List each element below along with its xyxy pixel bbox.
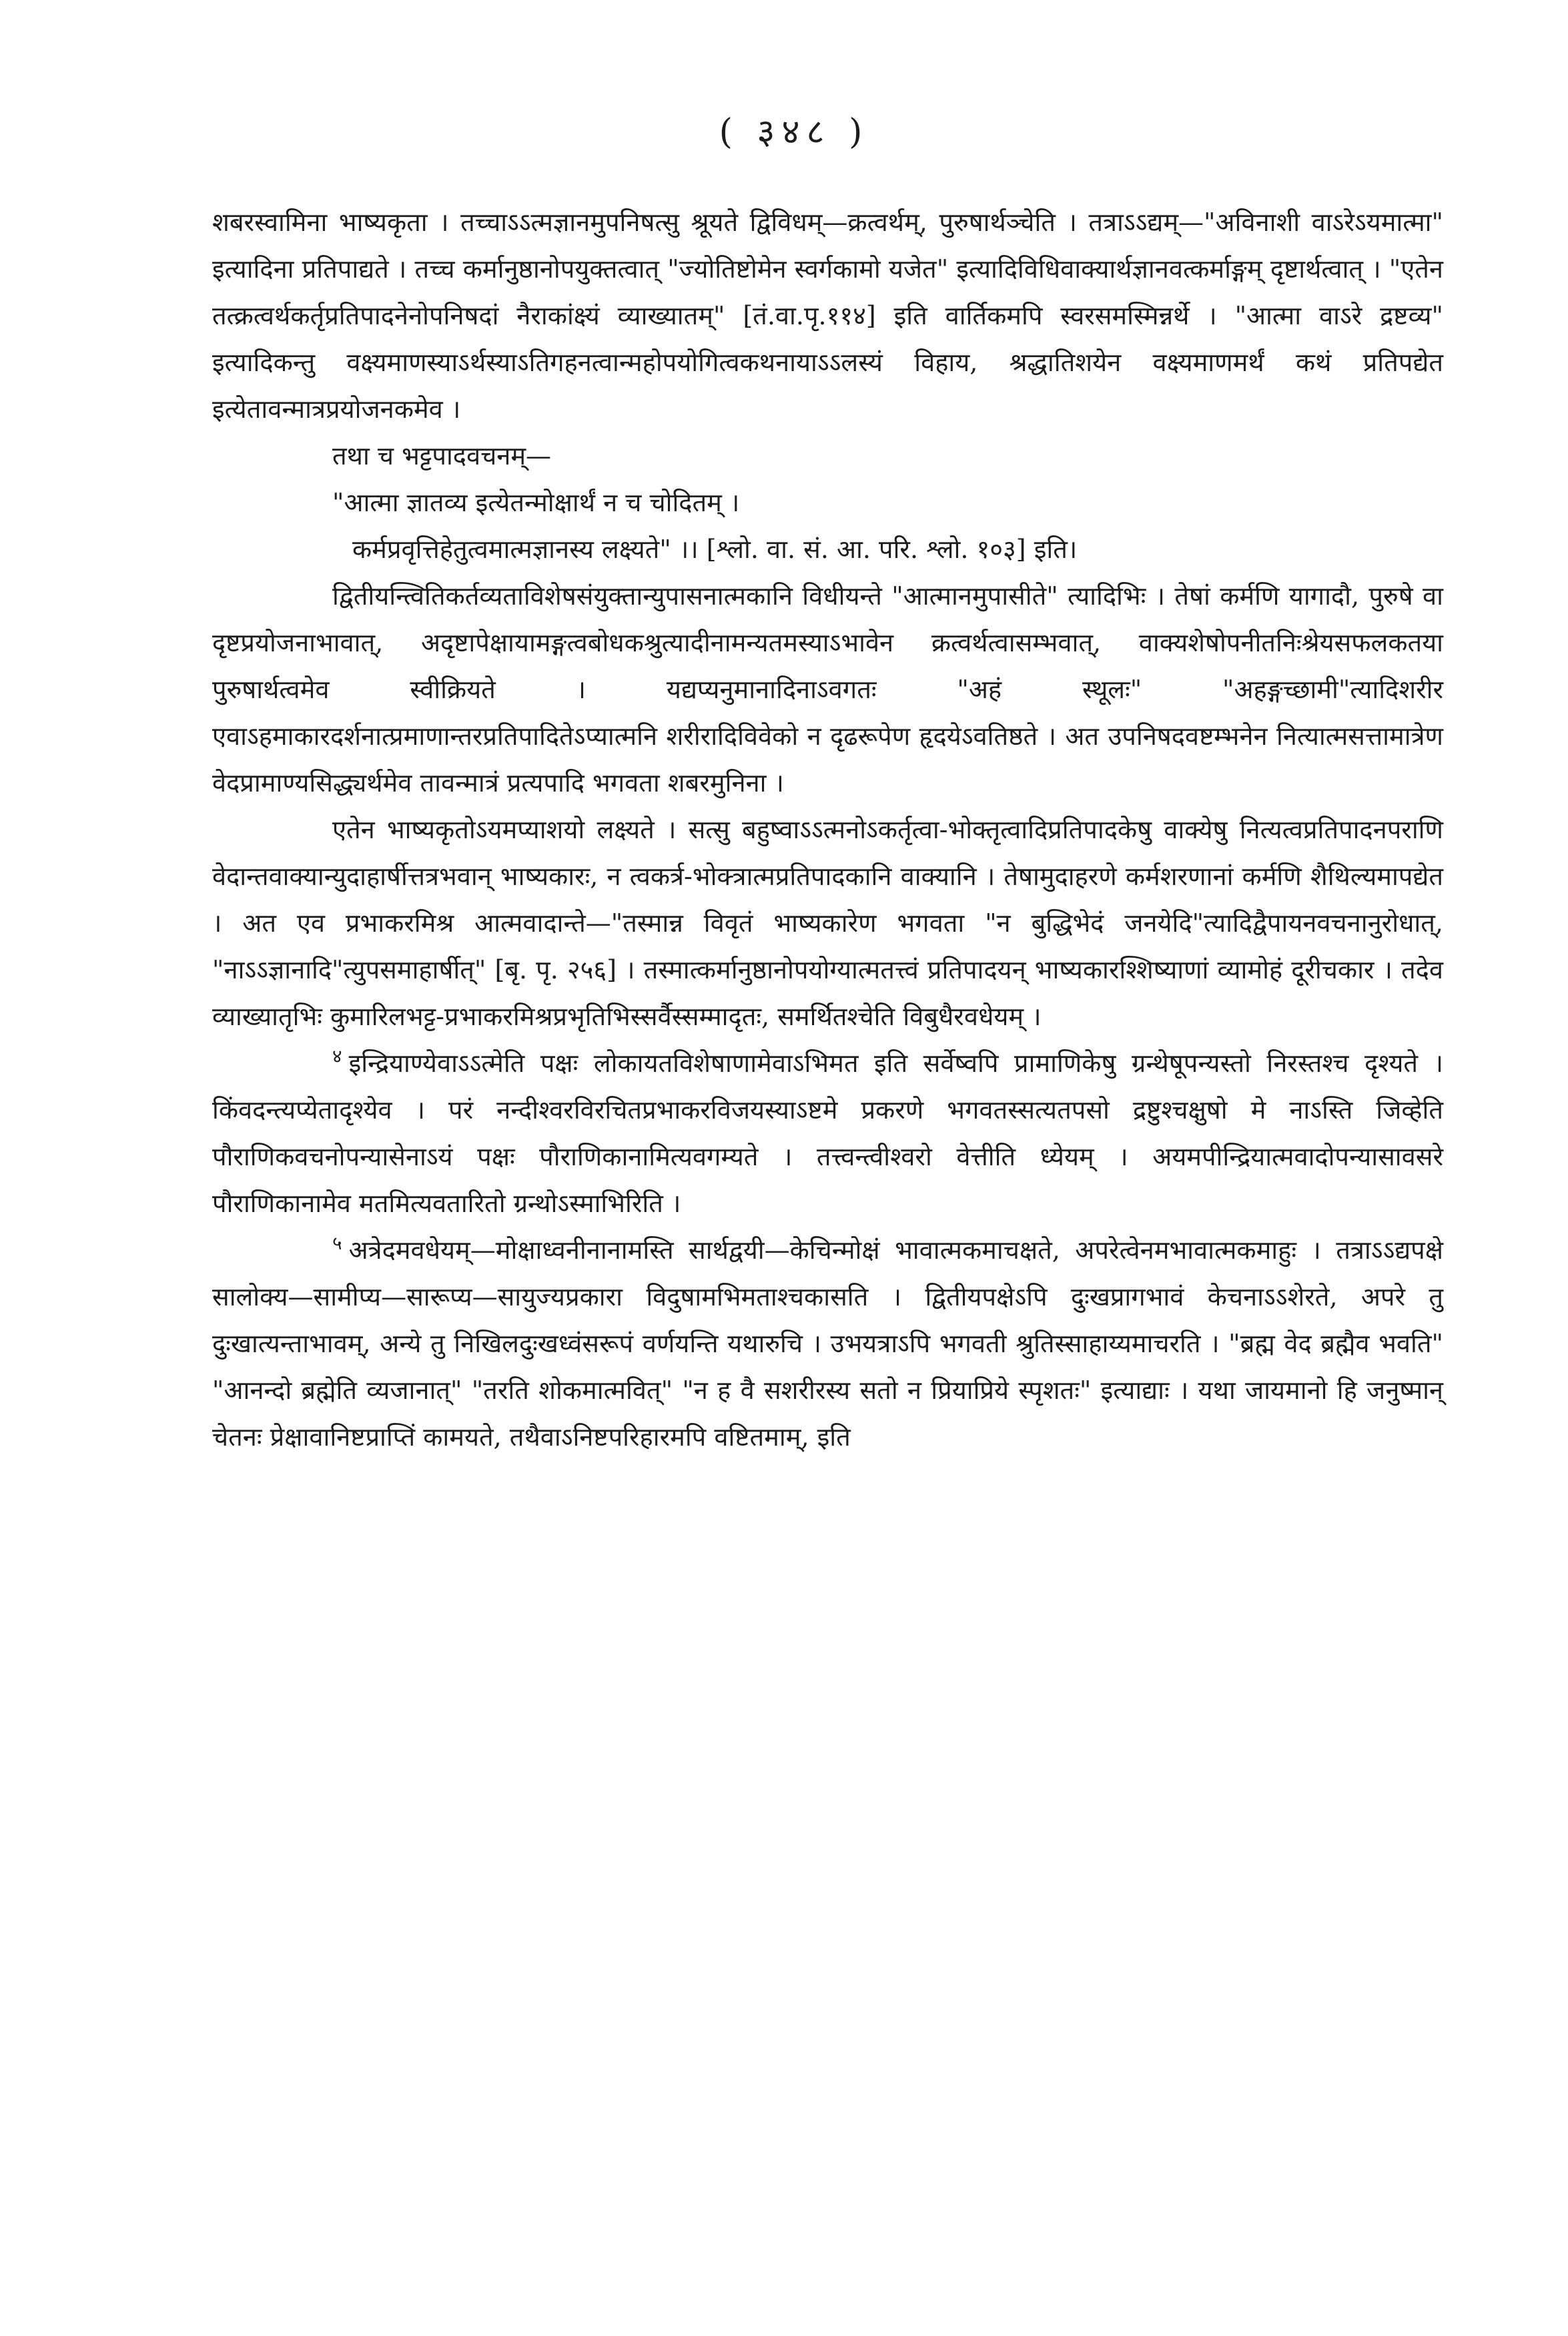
paragraph-bhashyakara-intent: एतेन भाष्यकृतोऽयमप्याशयो लक्ष्यते । सत्सु बहुष्वाऽऽत्मनोऽकर्तृत्वा-भोक्तृत्वादिप्रतिपादकेषु वाक्येषु नित्यत्वप्रतिपादनपराणि वेदान्तवाक्यान्युदाहार्षीत्तत्रभवान् भाष्यकारः, न त्वकर्त्र-भोक्त्रात्मप्रतिपादकानि वाक्यानि । तेषामुदाहरणे कर्मशरणानां कर्मणि शैथिल्यमापद्येत । अत एव प्रभाकरमिश्र आत्मवादान्ते—"तस्मान्न विवृतं भाष्यकारेण भगवता "न बुद्धिभेदं जनयेदि"त्यादिद्वैपायनवचनानुरोधात्, "नाऽऽज्ञानादि"त्युपसमाहार्षीत्" [बृ. पृ. २५६] । तस्मात्कर्मानुष्ठानोपयोग्यात्मतत्त्वं प्रतिपादयन् भाष्यकारश्शिष्याणां व्यामोहं दूरीचकार । तदेव व्याख्यातृभिः कुमारिलभट्ट-प्रभाकरमिश्रप्रभृतिभिस्सर्वैस्सम्मादृतः, समर्थितश्चेति विबुधैरवधेयम् । [212, 815, 1443, 1031]
footnote-text: इन्द्रियाण्येवाऽऽत्मेति पक्षः लोकायतविशेषाणामेवाऽभिमत इति सर्वेष्वपि प्रामाणिकेषु ग्रन्थेषूपन्यस्तो निरस्तश्च दृश्यते । किंवदन्त्यप्येतादृश्येव । परं नन्दीश्वरविरचितप्रभाकरविजयस्याऽष्टमे प्रकरणे भगवतस्सत्यतपसो द्रष्टुश्चक्षुषो मे नाऽस्ति जिव्हेति पौराणिकवचनोपन्यासेनाऽयं पक्षः पौराणिकानामित्यवगम्यते । तत्त्वन्त्वीश्वरो वेत्तीति ध्येयम् । अयमपीन्द्रियात्मवादोपन्यासावसरे पौराणिकानामेव मतमित्यवतारितो ग्रन्थोऽस्माभिरिति । [212, 1049, 1443, 1218]
page-body [212, 199, 1443, 1460]
footnote-4 [212, 1040, 1443, 1227]
paragraph-second-kind: द्वितीयन्त्वितिकर्तव्यताविशेषसंयुक्तान्युपासनात्मकानि विधीयन्ते "आत्मानमुपासीते" त्यादिभिः । तेषां कर्मणि यागादौ, पुरुषे वा दृष्टप्रयोजनाभावात्, अदृष्टापेक्षायामङ्गत्वबोधकश्रुत्यादीनामन्यतमस्याऽभावेन क्रत्वर्थत्वासम्भवात्, वाक्यशेषोपनीतनिःश्रेयसफलकतया पुरुषार्थत्वमेव स्वीक्रियते । यद्यप्यनुमानादिनाऽवगतः "अहं स्थूलः" "अहङ्गच्छामी"त्यादिशरीर एवाऽहमाकारदर्शनात्प्रमाणान्तरप्रतिपादितेऽप्यात्मनि शरीरादिविवेको न दृढरूपेण हृदयेऽवतिष्ठते । अत उपनिषदवष्टम्भनेन नित्यात्मसत्तामात्रेण वेदप्रामाण्यसिद्ध्यर्थमेव तावन्मात्रं प्रत्यपादि भगवता शबरमुनिना । [212, 581, 1443, 798]
footnote-text: अत्रेदमवधेयम्—मोक्षाध्वनीनानामस्ति सार्थद्वयी—केचिन्मोक्षं भावात्मकमाचक्षते, अपरेत्वेनमभावात्मकमाहुः । तत्राऽऽद्यपक्षे सालोक्य—सामीप्य—सारूप्य—सायुज्यप्रकारा विदुषामभिमताश्चकासति । द्वितीयपक्षेऽपि दुःखप्रागभावं केचनाऽऽशेरते, अपरे तु दुःखात्यन्ताभावम्, अन्ये तु निखिलदुःखध्वंसरूपं वर्णयन्ति यथारुचि । उभयत्राऽपि भगवती श्रुतिस्साहाय्यमाचरति । "ब्रह्म वेद ब्रह्मैव भवति" "आनन्दो ब्रह्मेति व्यजानात्" "तरति शोकमात्मवित्" "न ह वै सशरीरस्य सतो न प्रियाप्रिये स्पृशतः" इत्याद्याः । यथा जायमानो हि जनुष्मान् चेतनः प्रेक्षावानिष्टप्राप्तिं कामयते, तथैवाऽनिष्टपरिहारमपि वष्टितमाम्, इति [212, 1235, 1443, 1452]
quote-intro: तथा च भट्टपादवचनम्— [332, 441, 552, 471]
paragraph-shabara-bhashya: शबरस्वामिना भाष्यकृता । तच्चाऽऽत्मज्ञानमुपनिषत्सु श्रूयते द्विविधम्—क्रत्वर्थम्, पुरुषार्थञ्चेति । तत्राऽऽद्यम्—"अविनाशी वाऽरेऽयमात्मा" इत्यादिना प्रतिपाद्यते । तच्च कर्मानुष्ठानोपयुक्तत्वात् "ज्योतिष्टोमेन स्वर्गकामो यजेत" इत्यादिविधिवाक्यार्थज्ञानवत्कर्माङ्गम् दृष्टार्थत्वात् । "एतेन तत्क्रत्वर्थकर्तृप्रतिपादनेनोपनिषदां नैराकांक्ष्यं व्याख्यातम्" [तं.वा.पृ.११४] इति वार्तिकमपि स्वरसमस्मिन्नर्थे । "आत्मा वाऽरे द्रष्टव्य" इत्यादिकन्तु वक्ष्यमाणस्याऽर्थस्याऽतिगहनत्वान्महोपयोगित्वकथनायाऽऽलस्यं विहाय, श्रद्धातिशयेन वक्ष्यमाणमर्थं कथं प्रतिपद्येत इत्येतावन्मात्रप्रयोजनकमेव । [212, 208, 1443, 424]
page-number: ( ३४८ ) [719, 112, 869, 152]
footnote-marker: ४ [332, 1045, 342, 1068]
footnote-5 [212, 1227, 1443, 1460]
verse-line-2: कर्मप्रवृत्तिहेतुत्वमात्मज्ञानस्य लक्ष्यते" ।। [श्लो. वा. सं. आ. परि. श्लो. १०३] इति। [352, 535, 1078, 564]
verse-line-1: "आत्मा ज्ञातव्य इत्येतन्मोक्षार्थं न च चोदितम् । [332, 488, 740, 517]
footnote-marker: ५ [332, 1232, 342, 1255]
